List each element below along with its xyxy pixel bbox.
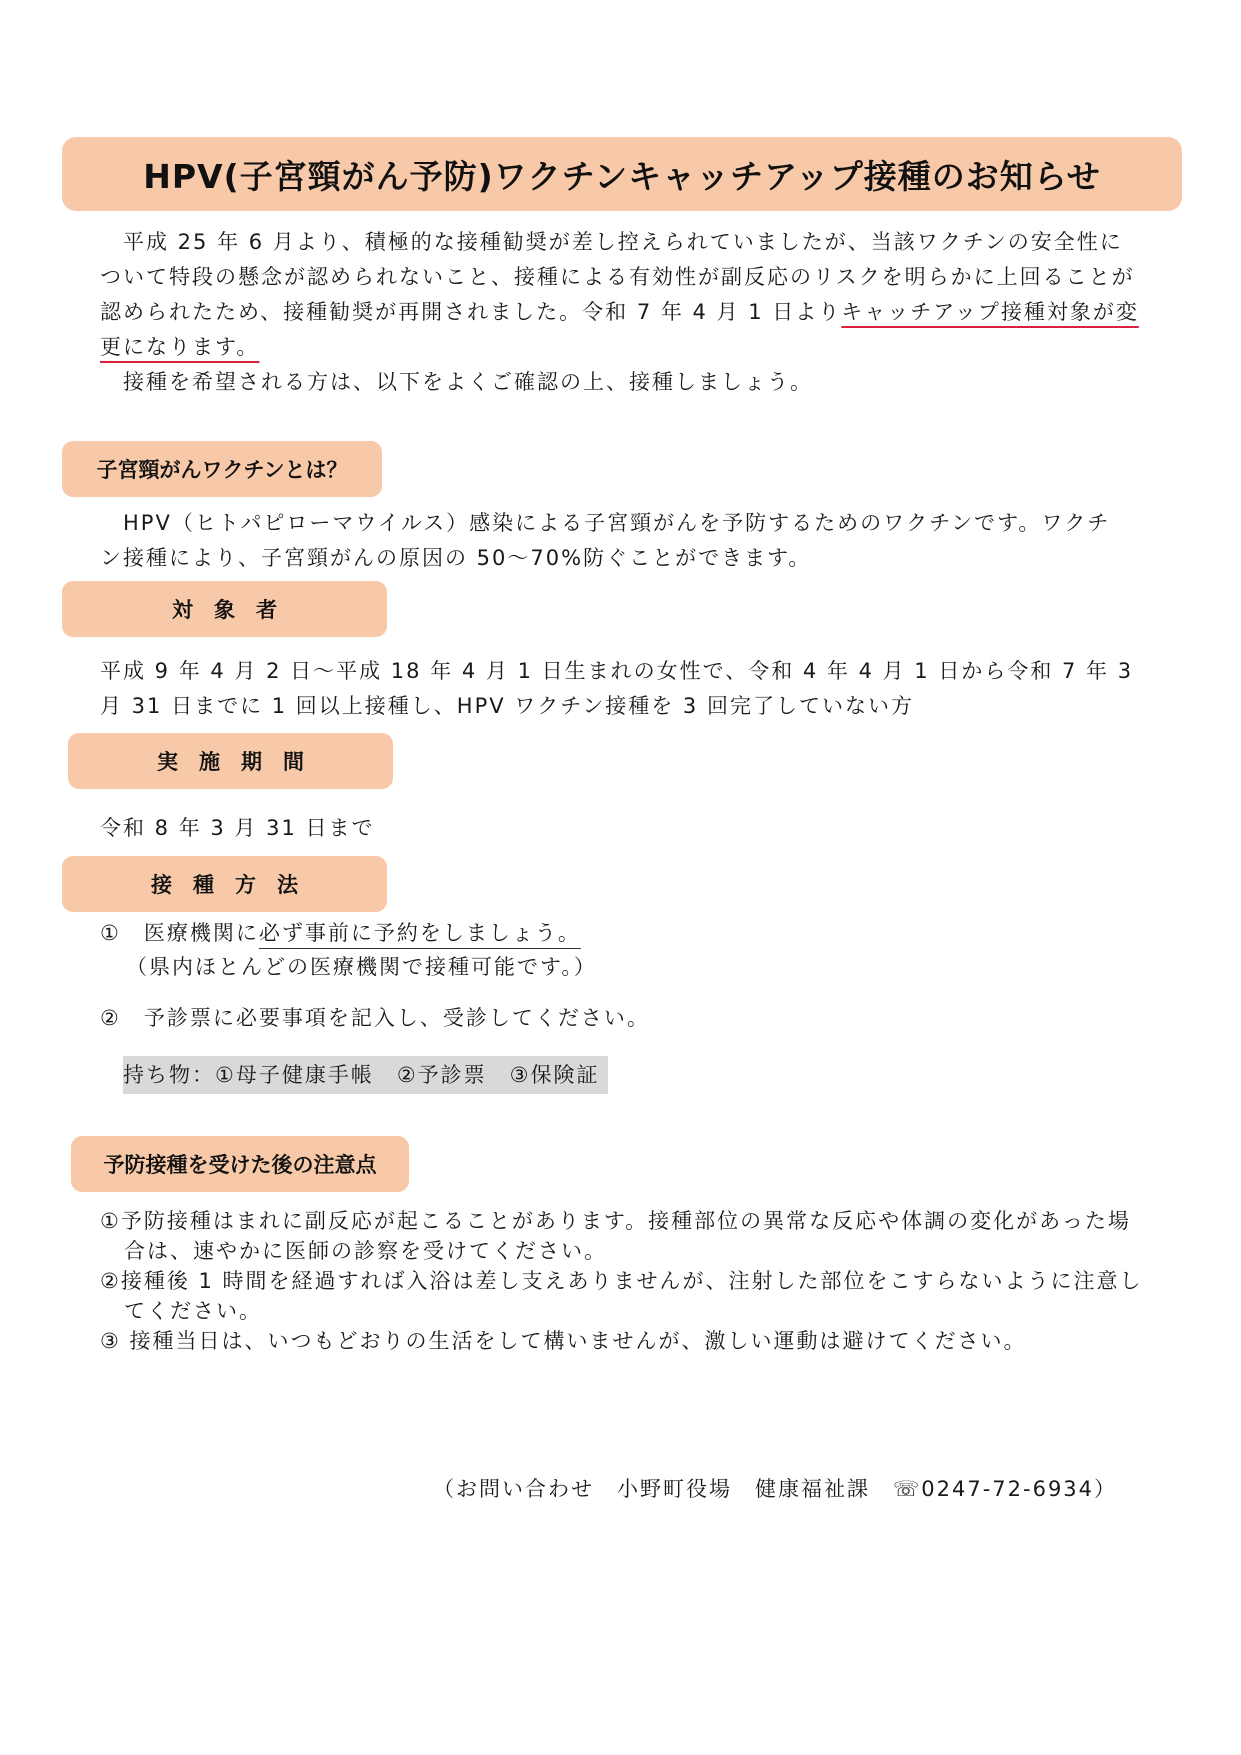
precaution-mark: ① — [100, 1209, 121, 1233]
precaution-text: 接種当日は、いつもどおりの生活をして構いませんが、激しい運動は避けてください。 — [120, 1329, 1027, 1353]
section-heading-precautions-label: 予防接種を受けた後の注意点 — [103, 1153, 377, 1177]
section-heading-precautions — [71, 1136, 409, 1192]
precaution-item-cont: 合は、速やかに医師の診察を受けてください。 — [124, 1239, 607, 1263]
precaution-text: 接種後 1 時間を経過すれば入浴は差し支えありませんが、注射した部位をこすらないように注意し — [120, 1269, 1143, 1293]
method-step-1 — [100, 918, 581, 948]
section-heading-about — [62, 441, 382, 497]
intro-text: 平成 25 年 6 月より、積極的な接種勧奨が差し控えられていましたが、当該ワクチンの安全性について特段の懸念が認められないこと、接種による有効性が副反応のリスクを明らかに上回ることが認められたため、接種勧奨が再開されました。令和 7 年 4 月 1 日より — [100, 230, 1135, 324]
page-title: HPV(子宮頸がん予防)ワクチンキャッチアップ接種のお知らせ — [143, 156, 1101, 196]
belongings-text: 持ち物：①母子健康手帳 ②予診票 ③保険証 — [123, 1063, 600, 1087]
target-text: 平成 9 年 4 月 2 日～平成 18 年 4 月 1 日生まれの女性で、令和 4 年 4 月 1 日から令和 7 年 3 月 31 日までに 1 回以上接種し、HPV ワクチン接種を 3 回完了していない方 — [100, 659, 1134, 718]
method-step-1-prefix: ① 医療機関に — [100, 921, 259, 945]
section-heading-target — [62, 581, 387, 637]
method-step-1-note: （県内ほとんどの医療機関で接種可能です。） — [126, 955, 597, 979]
precaution-text: 予防接種はまれに副反応が起こることがあります。接種部位の異常な反応や体調の変化があった場 — [120, 1209, 1131, 1233]
precaution-mark: ③ — [100, 1329, 121, 1353]
about-text: HPV（ヒトパピローマウイルス）感染による子宮頸がんを予防するためのワクチンです。ワクチン接種により、子宮頸がんの原因の 50～70%防ぐことができます。 — [100, 511, 1111, 570]
section-heading-period-label: 実 施 期 間 — [157, 750, 304, 774]
precaution-item — [100, 1266, 1143, 1296]
section-heading-method — [62, 856, 387, 912]
contact-info: （お問い合わせ 小野町役場 健康福祉課 ☏0247-72-6934） — [433, 1477, 1118, 1501]
precaution-item-cont: てください。 — [124, 1299, 262, 1323]
precaution-mark: ② — [100, 1269, 121, 1293]
belongings-box — [123, 1056, 608, 1094]
period-text: 令和 8 年 3 月 31 日まで — [100, 816, 375, 840]
intro-highlight: キャッチアップ接種対象が変更になります。 — [100, 300, 1139, 359]
method-step-1-emphasis: 必ず事前に予約をしましょう。 — [258, 921, 581, 945]
title-banner — [62, 137, 1182, 211]
method-step-2: ② 予診票に必要事項を記入し、受診してください。 — [100, 1006, 650, 1030]
section-heading-target-label: 対 象 者 — [172, 598, 277, 622]
precaution-item — [100, 1326, 1027, 1356]
intro-second: 接種を希望される方は、以下をよくご確認の上、接種しましょう。 — [100, 370, 813, 394]
section-heading-method-label: 接 種 方 法 — [151, 873, 298, 897]
intro-paragraph — [100, 225, 1145, 365]
section-heading-period — [68, 733, 393, 789]
precaution-item — [100, 1206, 1131, 1236]
section-heading-about-label: 子宮頸がんワクチンとは？ — [96, 458, 348, 482]
